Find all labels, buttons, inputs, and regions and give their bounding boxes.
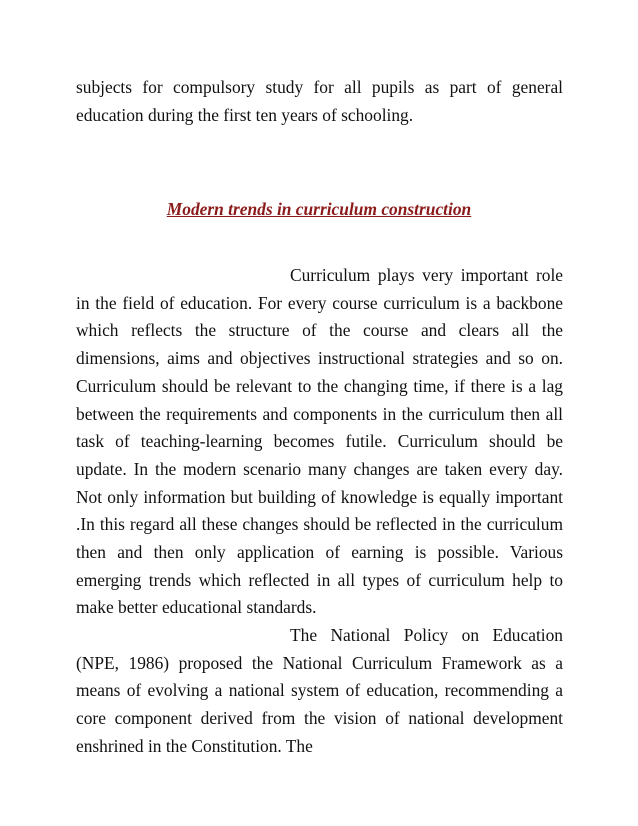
paragraph-npe-text: The National Policy on Education (NPE, 1986) proposed the National Curriculum Framework as a means of evolving a national system of education, recommending a core component derived from the vision of national development enshrined in the Constitution. The <box>76 625 563 756</box>
section-heading: Modern trends in curriculum construction <box>166 199 472 219</box>
paragraph-curriculum-text: Curriculum plays very important role in the field of education. For every course curriculum is a backbone which reflects the structure of the course and clears all the dimensions, aims and objectives instructional strategies and so on. Curriculum should be relevant to the changing time, if there is a lag between the requirements and components in the curriculum then all task of teaching-learning becomes futile. Curriculum should be update. In the modern scenario many changes are taken every day. Not only information but building of knowledge is equally important .In this regard all these changes should be reflected in the curriculum then and then only application of earning is possible. Various emerging trends which reflected in all types of curriculum help to make better educational standards. <box>76 265 563 618</box>
paragraph-curriculum <box>76 262 563 622</box>
paragraph-intro: subjects for compulsory study for all pupils as part of general education during the first ten years of schooling. <box>76 77 563 125</box>
paragraph-npe <box>76 622 563 761</box>
